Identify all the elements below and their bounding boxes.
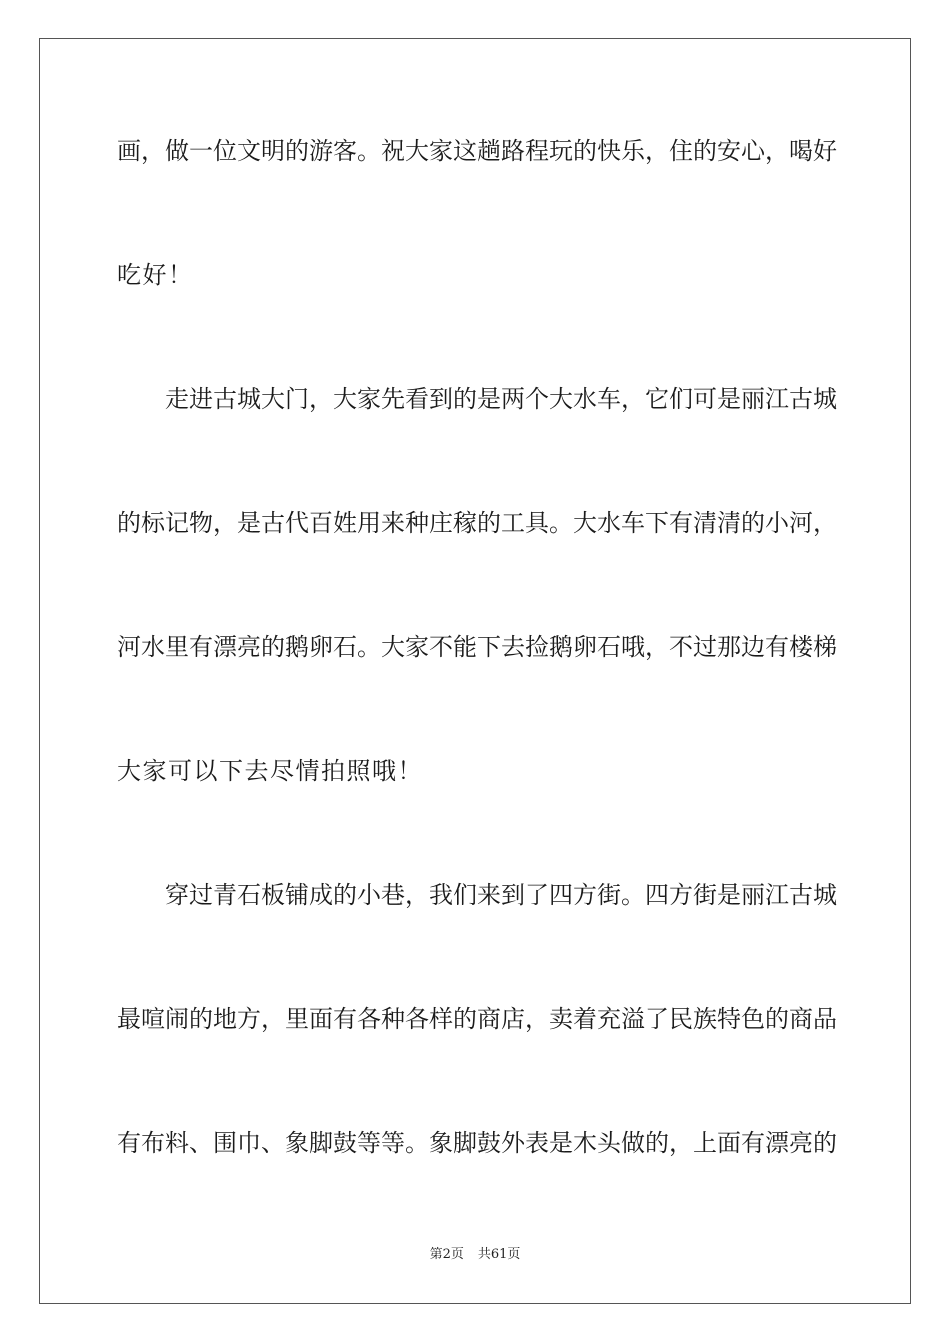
text-line: 的标记物，是古代百姓用来种庄稼的工具。大水车下有清清的小河， <box>117 509 837 537</box>
text-line: 有布料、围巾、象脚鼓等等。象脚鼓外表是木头做的，上面有漂亮的 <box>117 1129 837 1157</box>
page-total: 共61页 <box>477 1247 521 1262</box>
text-line: 吃好！ <box>117 261 194 289</box>
text-line: 河水里有漂亮的鹅卵石。大家不能下去捡鹅卵石哦，不过那边有楼梯 <box>117 633 837 661</box>
paragraph-first-line: 穿过青石板铺成的小巷，我们来到了四方街。四方街是丽江古城 <box>165 881 837 909</box>
page-number: 第2页 <box>429 1247 464 1262</box>
text-line: 画，做一位文明的游客。祝大家这趟路程玩的快乐，住的安心，喝好 <box>117 137 837 165</box>
paragraph-first-line: 走进古城大门，大家先看到的是两个大水车，它们可是丽江古城 <box>165 385 837 413</box>
page-border <box>39 38 911 1304</box>
text-line: 大家可以下去尽情拍照哦！ <box>117 757 423 785</box>
text-line: 最喧闹的地方，里面有各种各样的商店，卖着充溢了民族特色的商品 <box>117 1005 837 1033</box>
page-footer <box>0 1246 950 1264</box>
